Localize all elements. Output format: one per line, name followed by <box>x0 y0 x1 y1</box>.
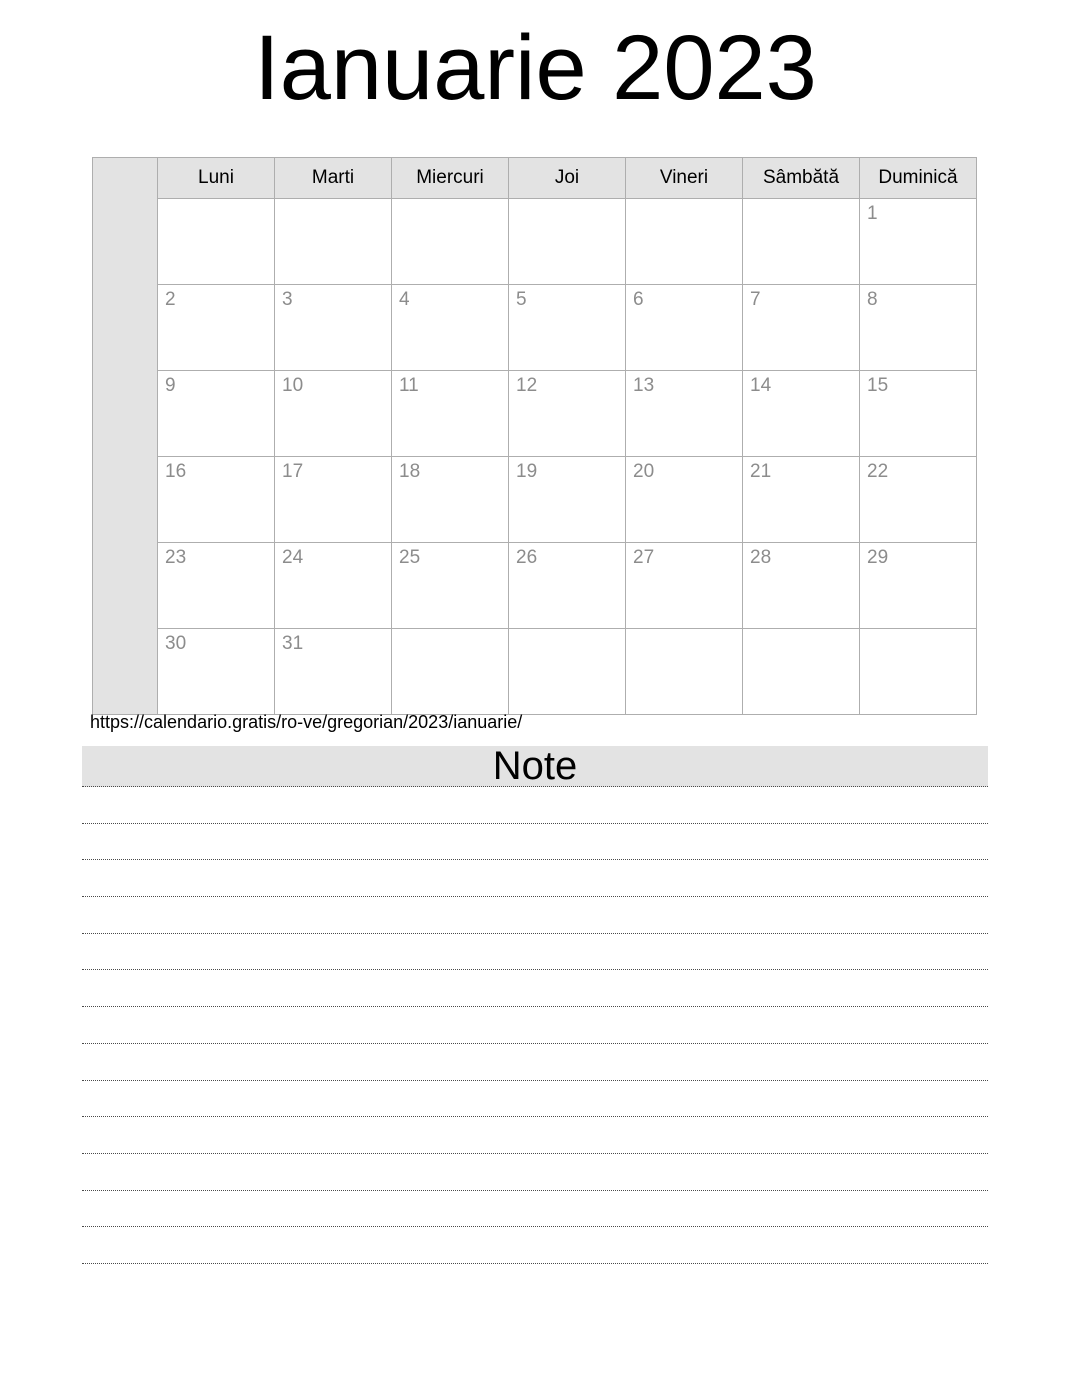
day-number <box>509 199 625 204</box>
day-header: Marti <box>275 158 392 199</box>
note-line <box>82 860 988 897</box>
day-header: Luni <box>158 158 275 199</box>
day-cell <box>626 285 743 371</box>
note-line <box>82 1081 988 1118</box>
day-cell <box>275 543 392 629</box>
day-cell <box>860 371 977 457</box>
day-number: 16 <box>165 461 187 482</box>
week-row <box>93 629 977 715</box>
day-number <box>860 629 976 634</box>
day-cell <box>626 199 743 285</box>
day-number: 3 <box>282 289 293 310</box>
day-cell <box>392 199 509 285</box>
day-number <box>626 199 742 204</box>
day-header: Vineri <box>626 158 743 199</box>
week-row <box>93 371 977 457</box>
day-number: 20 <box>633 461 655 482</box>
note-line <box>82 787 988 824</box>
day-cell <box>275 457 392 543</box>
note-line <box>82 1007 988 1044</box>
day-number: 14 <box>750 375 772 396</box>
day-number: 11 <box>399 375 419 396</box>
day-number: 4 <box>399 289 410 310</box>
day-number: 25 <box>399 547 421 568</box>
day-number: 30 <box>165 633 187 654</box>
day-cell <box>509 285 626 371</box>
day-number: 22 <box>867 461 889 482</box>
day-cell <box>275 199 392 285</box>
day-cell <box>743 371 860 457</box>
week-row <box>93 457 977 543</box>
day-number <box>509 629 625 634</box>
day-cell <box>860 285 977 371</box>
day-number <box>626 629 742 634</box>
day-number <box>275 199 391 204</box>
day-cell <box>392 543 509 629</box>
day-number: 27 <box>633 547 655 568</box>
day-number: 13 <box>633 375 655 396</box>
day-cell <box>158 199 275 285</box>
day-number <box>392 199 508 204</box>
day-header-row <box>93 158 977 199</box>
day-cell <box>158 371 275 457</box>
day-cell <box>860 199 977 285</box>
day-number: 12 <box>516 375 538 396</box>
day-number: 18 <box>399 461 421 482</box>
day-cell <box>509 457 626 543</box>
day-cell <box>158 629 275 715</box>
note-line <box>82 970 988 1007</box>
day-cell <box>626 457 743 543</box>
note-line <box>82 824 988 861</box>
day-number: 29 <box>867 547 889 568</box>
note-line <box>82 1154 988 1191</box>
note-line <box>82 1191 988 1228</box>
day-cell <box>626 371 743 457</box>
day-cell <box>392 457 509 543</box>
day-number: 2 <box>165 289 176 310</box>
day-cell <box>743 457 860 543</box>
day-number: 19 <box>516 461 538 482</box>
day-number: 10 <box>282 375 304 396</box>
day-number <box>392 629 508 634</box>
day-cell <box>509 371 626 457</box>
day-number: 15 <box>867 375 889 396</box>
day-cell <box>743 543 860 629</box>
day-cell <box>509 199 626 285</box>
day-cell <box>743 199 860 285</box>
day-cell <box>626 543 743 629</box>
day-cell <box>158 285 275 371</box>
note-line <box>82 934 988 971</box>
day-header: Duminică <box>860 158 977 199</box>
day-cell <box>860 543 977 629</box>
source-url: https://calendario.gratis/ro-ve/gregorian/2023/ianuarie/ <box>90 712 523 732</box>
day-number: 24 <box>282 547 304 568</box>
day-cell <box>392 285 509 371</box>
day-header: Miercuri <box>392 158 509 199</box>
day-cell <box>158 457 275 543</box>
day-number: 23 <box>165 547 187 568</box>
week-row <box>93 199 977 285</box>
day-number: 21 <box>750 461 772 482</box>
note-line <box>82 1117 988 1154</box>
day-cell <box>509 543 626 629</box>
day-cell <box>626 629 743 715</box>
day-number: 1 <box>867 203 878 224</box>
notes-header-bar <box>82 746 988 787</box>
day-number <box>743 629 859 634</box>
day-cell <box>743 285 860 371</box>
page-title: Ianuarie 2023 <box>254 17 817 119</box>
day-number: 26 <box>516 547 538 568</box>
day-cell <box>509 629 626 715</box>
day-cell <box>275 629 392 715</box>
day-number: 8 <box>867 289 878 310</box>
note-line <box>82 1227 988 1264</box>
week-row <box>93 543 977 629</box>
day-header: Sâmbătă <box>743 158 860 199</box>
day-cell <box>392 371 509 457</box>
day-number: 17 <box>282 461 304 482</box>
note-line <box>82 1044 988 1081</box>
day-cell <box>275 285 392 371</box>
day-cell <box>158 543 275 629</box>
notes-lines <box>82 787 988 1264</box>
day-cell <box>860 457 977 543</box>
day-number: 28 <box>750 547 772 568</box>
day-cell <box>275 371 392 457</box>
left-spacer-column <box>93 158 158 715</box>
calendar-table <box>92 157 977 715</box>
day-number: 5 <box>516 289 527 310</box>
notes-heading: Note <box>492 744 578 788</box>
day-number <box>743 199 859 204</box>
day-number: 7 <box>750 289 761 310</box>
week-row <box>93 285 977 371</box>
day-number <box>158 199 274 204</box>
day-number: 9 <box>165 375 176 396</box>
day-number: 31 <box>282 633 304 654</box>
day-cell <box>743 629 860 715</box>
day-header: Joi <box>509 158 626 199</box>
day-cell <box>860 629 977 715</box>
note-line <box>82 897 988 934</box>
calendar-body <box>93 158 977 715</box>
day-cell <box>392 629 509 715</box>
day-number: 6 <box>633 289 644 310</box>
